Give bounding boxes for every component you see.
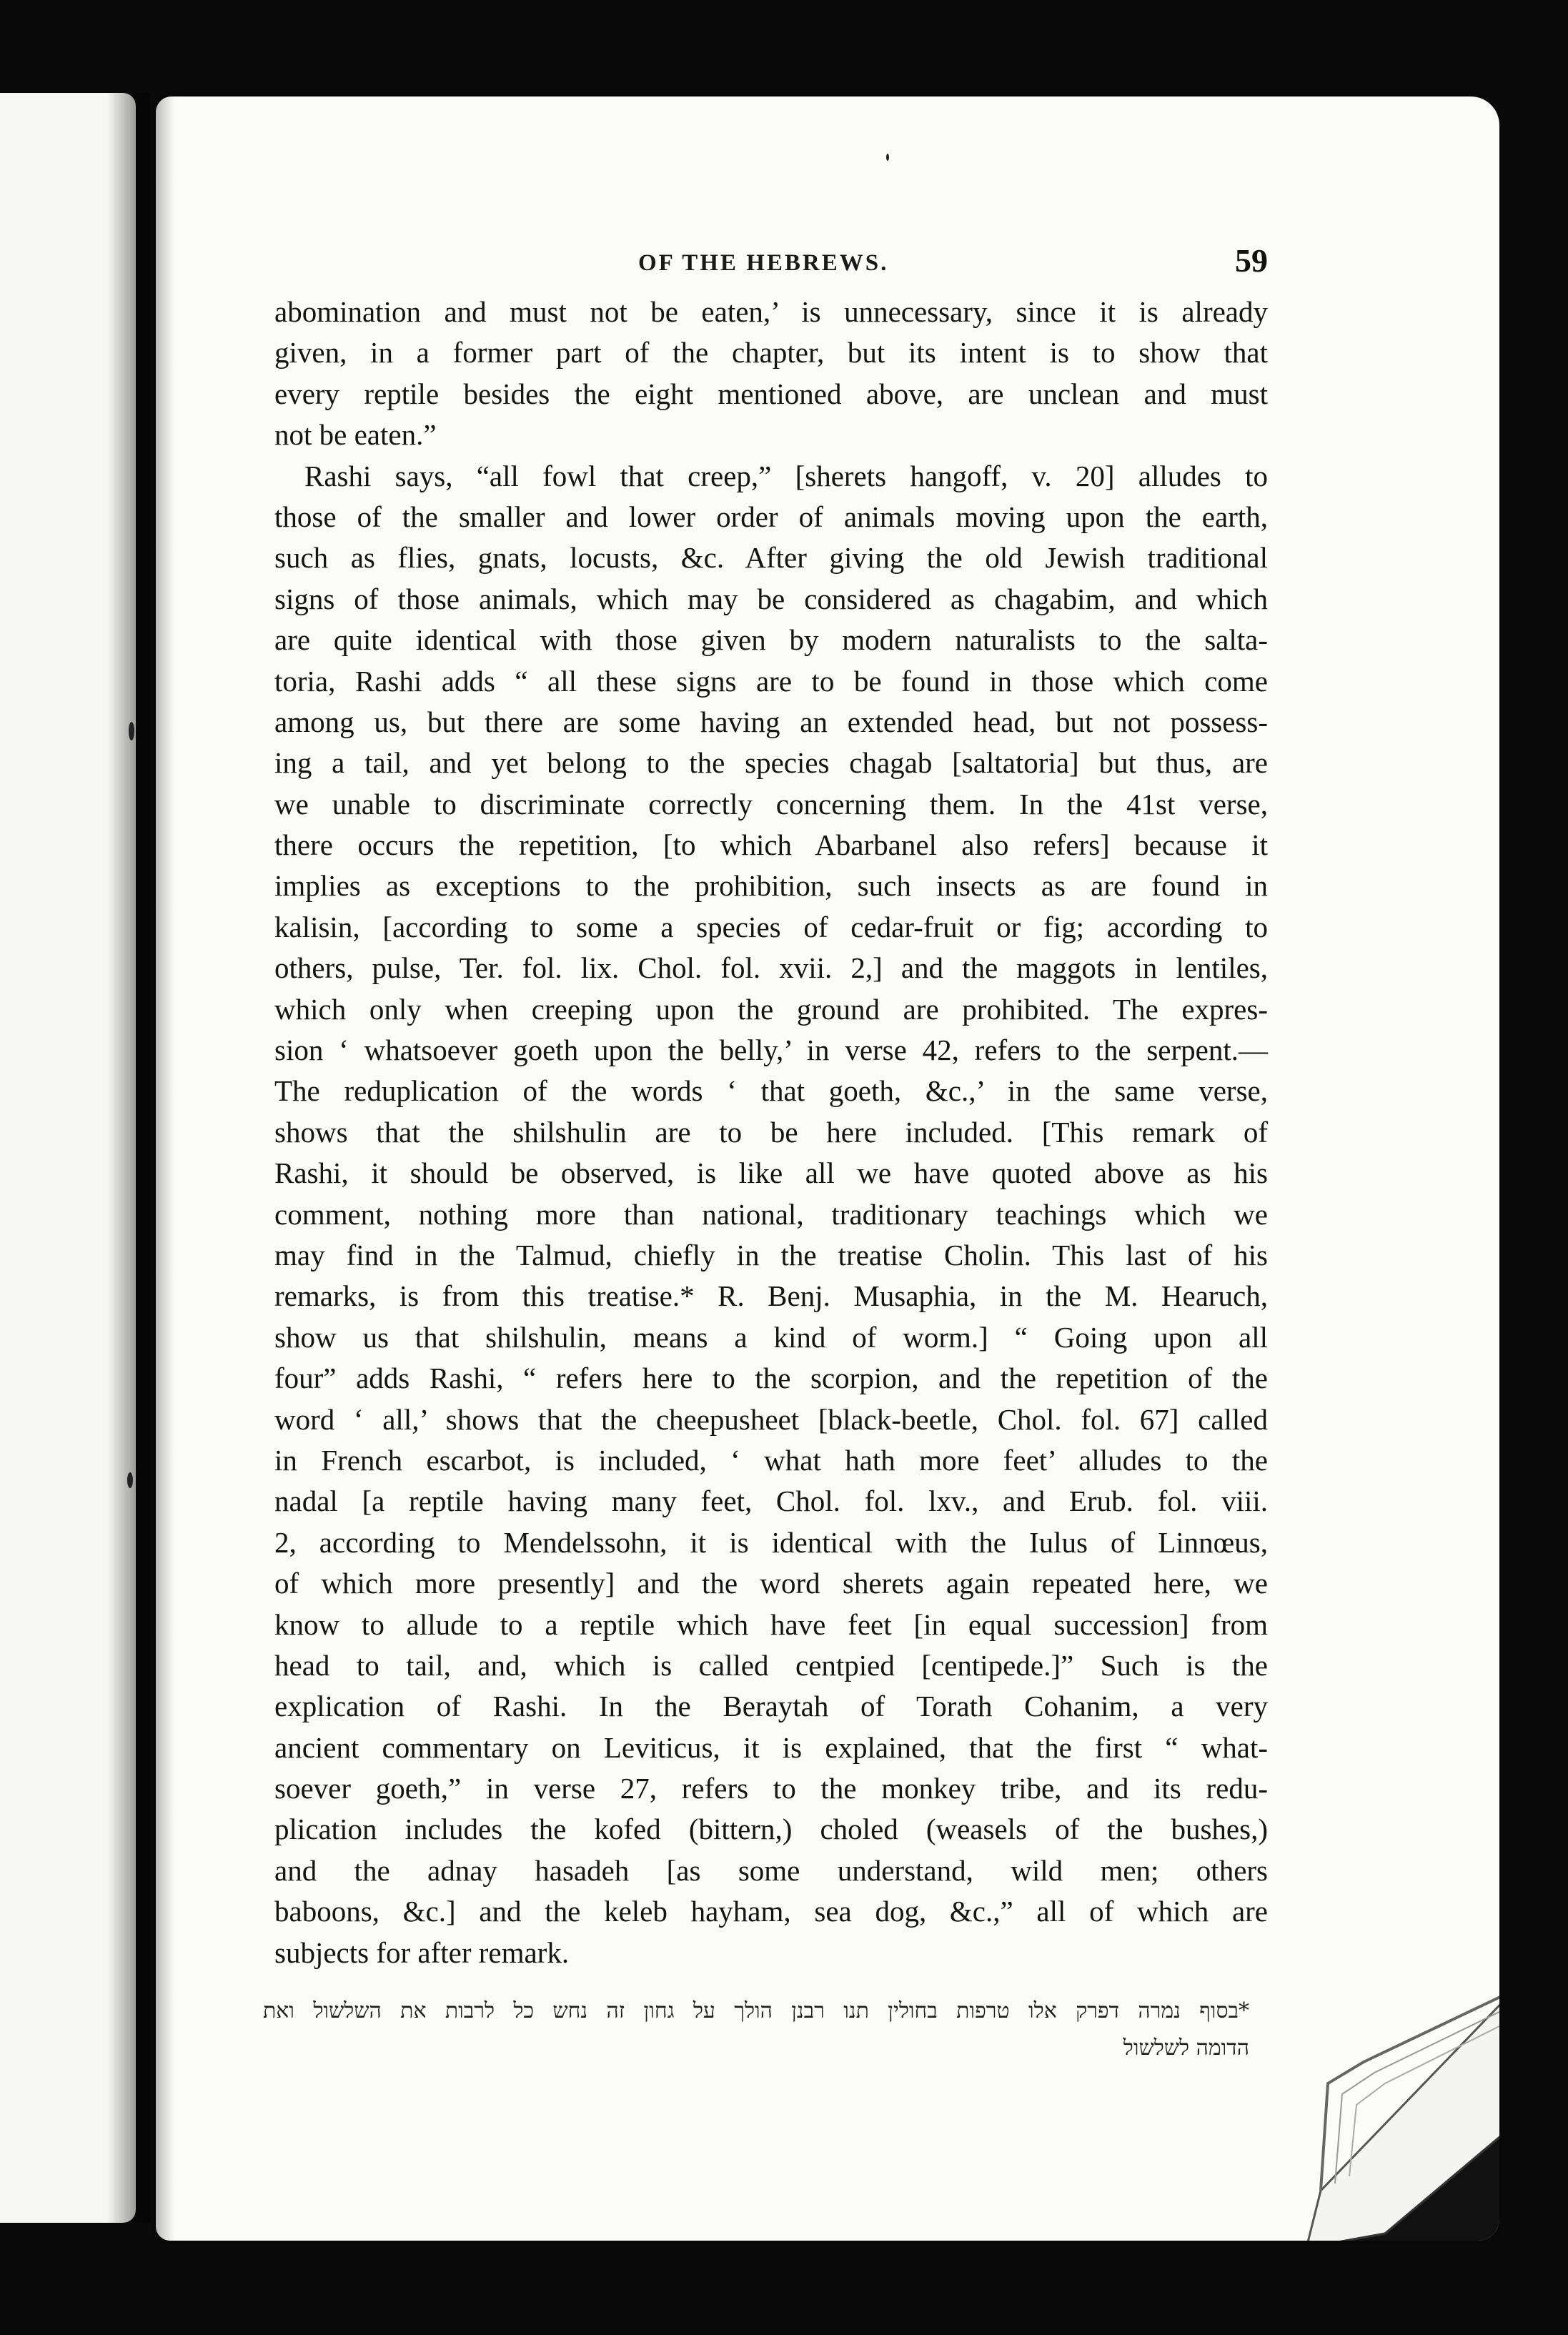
running-title: OF THE HEBREWS. (638, 250, 889, 276)
text-line: ancient commentary on Leviticus, it is explained, that the first “ what- (274, 1730, 1268, 1764)
book-page (156, 96, 1499, 2241)
text-line: The reduplication of the words ‘ that goeth, &c.,’ in the same verse, (274, 1074, 1268, 1108)
text-line: implies as exceptions to the prohibition, such insects as are found in (274, 869, 1268, 903)
text-line: among us, but there are some having an extended head, but not possess- (274, 705, 1268, 738)
text-line: those of the smaller and lower order of animals moving upon the earth, (274, 500, 1268, 533)
text-line: show us that shilshulin, means a kind of worm.] “ Going upon all (274, 1320, 1268, 1354)
text-line: plication includes the kofed (bittern,) choled (weasels of the bushes,) (274, 1813, 1268, 1846)
text-line: toria, Rashi adds “ all these signs are to be found in those which come (274, 664, 1268, 698)
folded-page-corner (1278, 1976, 1499, 2241)
text-line: not be eaten.” (274, 418, 437, 452)
text-line: soever goeth,” in verse 27, refers to the monkey tribe, and its redu- (274, 1772, 1268, 1805)
running-head (156, 229, 1499, 286)
scan-speck (129, 722, 134, 740)
footnote-line: הדומה לשלשול (1123, 2036, 1249, 2061)
text-line: signs of those animals, which may be considered as chagabim, and which (274, 582, 1268, 615)
gutter-shadow (156, 96, 174, 2241)
text-line: may find in the Talmud, chiefly in the treatise Cholin. This last of his (274, 1238, 1268, 1271)
text-line: nadal [a reptile having many feet, Chol. fol. lxv., and Erub. fol. viii. (274, 1484, 1268, 1518)
footnote-line: *בסוף נמרה דפרק אלו טרפות בחולין תנו רבנן הולך על גחון זה נחש כל לרבות את השלשול ואת (263, 1998, 1249, 2023)
scan-speck (127, 1472, 133, 1488)
book-gutter (107, 93, 150, 2223)
text-line: Rashi, it should be observed, is like all we have quoted above as his (274, 1156, 1268, 1190)
text-line: sion ‘ whatsoever goeth upon the belly,’ in verse 42, refers to the serpent.— (274, 1033, 1268, 1067)
scan-speck (886, 154, 889, 161)
page-number: 59 (1235, 242, 1268, 279)
text-line: of which more presently] and the word sherets again repeated here, we (274, 1567, 1268, 1600)
text-line: Rashi says, “all fowl that creep,” [sherets hangoff, v. 20] alludes to (304, 459, 1268, 492)
text-line: remarks, is from this treatise.* R. Benj. Musaphia, in the M. Hearuch, (274, 1279, 1268, 1313)
text-line: kalisin, [according to some a species of cedar-fruit or fig; according to (274, 910, 1268, 943)
text-line: we unable to discriminate correctly concerning them. In the 41st verse, (274, 787, 1268, 821)
text-line: in French escarbot, is included, ‘ what hath more feet’ alludes to the (274, 1443, 1268, 1477)
text-line: explication of Rashi. In the Beraytah of Torath Cohanim, a very (274, 1690, 1268, 1723)
text-line: there occurs the repetition, [to which Abarbanel also refers] because it (274, 828, 1268, 862)
text-line: word ‘ all,’ shows that the cheepusheet [black-beetle, Chol. fol. 67] called (274, 1402, 1268, 1436)
text-line: comment, nothing more than national, traditionary teachings which we (274, 1197, 1268, 1231)
text-line: know to allude to a reptile which have feet [in equal succession] from (274, 1607, 1268, 1641)
text-line: others, pulse, Ter. fol. lix. Chol. fol. xvii. 2,] and the maggots in lentiles, (274, 951, 1268, 985)
text-line: subjects for after remark. (274, 1935, 570, 1969)
text-line: given, in a former part of the chapter, but its intent is to show that (274, 336, 1268, 370)
body-text (274, 292, 1268, 1973)
text-line: every reptile besides the eight mentioned above, are unclean and must (274, 377, 1268, 410)
text-line: four” adds Rashi, “ refers here to the scorpion, and the repetition of the (274, 1362, 1268, 1395)
text-line: head to tail, and, which is called centpied [centipede.]” Such is the (274, 1648, 1268, 1682)
text-line: ing a tail, and yet belong to the species chagab [saltatoria] but thus, are (274, 746, 1268, 780)
text-line: 2, according to Mendelssohn, it is identical with the Iulus of Linnœus, (274, 1525, 1268, 1559)
text-line: are quite identical with those given by modern naturalists to the salta- (274, 623, 1268, 657)
text-line: and the adnay hasadeh [as some understand, wild men; others (274, 1853, 1268, 1887)
text-line: abomination and must not be eaten,’ is unnecessary, since it is already (274, 295, 1268, 328)
text-line: such as flies, gnats, locusts, &c. After giving the old Jewish traditional (274, 541, 1268, 575)
text-line: shows that the shilshulin are to be here included. [This remark of (274, 1115, 1268, 1149)
text-line: baboons, &c.] and the keleb hayham, sea dog, &c.,” all of which are (274, 1895, 1268, 1928)
hebrew-footnote (263, 1993, 1249, 2067)
text-line: which only when creeping upon the ground are prohibited. The expres- (274, 992, 1268, 1026)
